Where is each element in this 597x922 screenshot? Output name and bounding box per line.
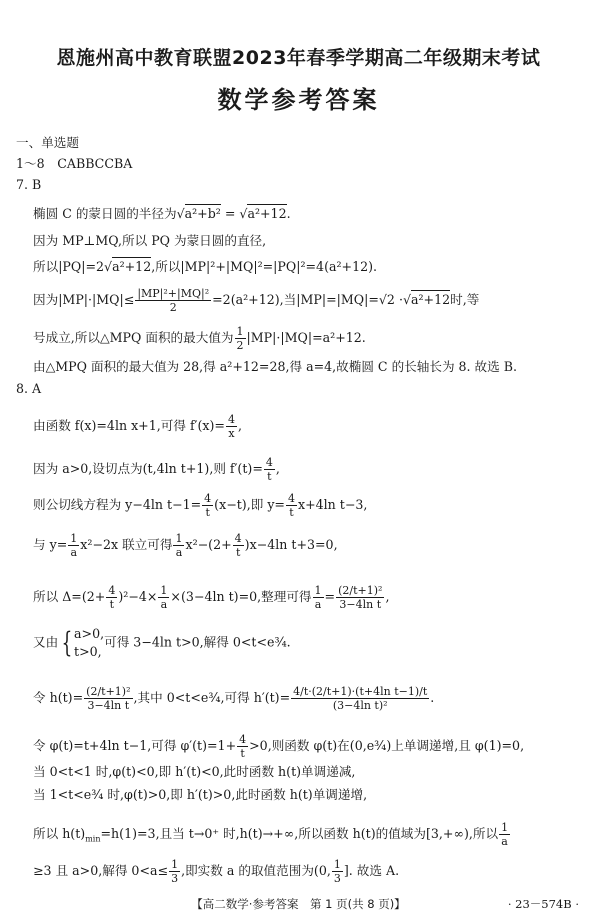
fraction: $\frac{4}{x}$ <box>227 413 235 440</box>
q7-sqrt-1: a²+b² <box>184 206 221 221</box>
fraction: $\frac{\text{4/t·(2/t+1)·(t+4ln t−1)/t}}{\text{(3−4ln t)²}}$ <box>293 685 428 712</box>
fraction: $\frac{1}{3}$ <box>333 858 341 885</box>
q7-text: = <box>220 206 240 221</box>
document-subtitle: 数学参考答案 <box>217 86 380 114</box>
answers-line: 1～8 CABBCCBA <box>16 156 133 171</box>
q7-line-6: 由△MPQ 面积的最大值为 28,得 a²+12=28,得 a=4,故椭圆 C 的长轴长为 8. 故选 B. <box>33 359 518 374</box>
brace-icon: { <box>61 626 73 659</box>
q7-line-4: 因为|MP|·|MQ|≤ $\frac{\text{|MP|²+|MQ|²}}{2}$ =2(a²+12),当|MP|=|MQ|=√2 ·√a²+12时,等 <box>33 287 480 314</box>
fraction: $\frac{\text{(2/t+1)²}}{\text{3−4ln t}}$ <box>338 584 383 611</box>
fraction: $\frac{4}{t}$ <box>265 456 273 483</box>
q7-line-1: 椭圆 C 的蒙日圆的半径为√a²+b² = √a²+12. <box>33 206 291 221</box>
fraction: $\frac{4}{t}$ <box>204 492 212 519</box>
q8-line-6: 又由 { a>0, t>0, 可得 3−4ln t>0,解得 0<t<e³⁄₄. <box>33 626 291 659</box>
q7-text: ,所以|MP|²+|MQ|²=|PQ|²=4(a²+12). <box>151 259 378 274</box>
fraction: $\frac{1}{a}$ <box>314 584 322 611</box>
q8-line-8: 令 φ(t)=t+4ln t−1,可得 φ′(t)=1+ $\frac{4}{t}$ >0,则函数 φ(t)在(0,e³⁄₄)上单调递增,且 φ(1)=0, <box>33 733 525 760</box>
fraction: $\frac{1}{3}$ <box>171 858 179 885</box>
q7-line-2: 因为 MP⊥MQ,所以 PQ 为蒙日圆的直径, <box>33 233 267 248</box>
condition-stack: a>0, t>0, <box>74 626 105 659</box>
q8-line-12: ≥3 且 a>0,解得 0<a≤ $\frac{1}{3}$ ,即实数 a 的取值范围为(0, $\frac{1}{3}$ ]. 故选 A. <box>33 858 400 885</box>
fraction: $\frac{4}{t}$ <box>108 584 116 611</box>
q7-text: 时,等 <box>450 292 480 307</box>
q8-line-4: 与 y= $\frac{1}{a}$ x²−2x 联立可得 $\frac{1}{a}$ x²−(2+ $\frac{4}{t}$ )x−4ln t+3=0, <box>33 532 338 559</box>
footer-code: · 23－574B · <box>507 897 579 911</box>
q8-line-3: 则公切线方程为 y−4ln t−1= $\frac{4}{t}$ (x−t),即 y= $\frac{4}{t}$ x+4ln t−3, <box>33 492 368 519</box>
fraction: $\frac{4}{t}$ <box>239 733 247 760</box>
fraction: $\frac{4}{t}$ <box>234 532 242 559</box>
q7-text: 号成立,所以△MPQ 面积的最大值为 <box>33 330 234 345</box>
q8-line-9: 当 0<t<1 时,φ(t)<0,即 h′(t)<0,此时函数 h(t)单调递减, <box>33 764 356 779</box>
q7-line-5 <box>33 325 366 352</box>
q7-sqrt-3: a²+12 <box>112 259 152 274</box>
footer-page-info: 【高二数学·参考答案 第 1 页(共 8 页)】 <box>191 897 406 911</box>
q8-line-2: 因为 a>0,设切点为(t,4ln t+1),则 f′(t)= $\frac{4}{t}$ , <box>33 456 280 483</box>
q8-line-1: 由函数 f(x)=4ln x+1,可得 f′(x)= $\frac{4}{x}$ , <box>33 413 242 440</box>
q7-sqrt-2: a²+12 <box>247 206 287 221</box>
fraction: $\frac{1}{a}$ <box>501 821 509 848</box>
q8-label: 8. A <box>16 381 42 396</box>
q7-text: |MP|·|MQ|=a²+12. <box>246 330 366 345</box>
q7-label: 7. B <box>16 177 42 192</box>
q8-line-10: 当 1<t<e³⁄₄ 时,φ(t)>0,即 h′(t)>0,此时函数 h(t)单调递增, <box>33 787 368 802</box>
fraction: $\frac{4}{t}$ <box>287 492 295 519</box>
q7-text: 椭圆 C 的蒙日圆的半径为 <box>33 206 177 221</box>
q7-text: =2(a²+12),当|MP|=|MQ|=√2 · <box>212 292 403 307</box>
fraction: $\frac{1}{a}$ <box>70 532 78 559</box>
fraction: $\frac{\text{|MP|²+|MQ|²}}{2}$ <box>137 287 210 314</box>
q7-text: . <box>286 206 291 221</box>
fraction: $\frac{1}{2}$ <box>236 325 244 352</box>
fraction: $\frac{\text{(2/t+1)²}}{\text{3−4ln t}}$ <box>86 685 131 712</box>
section-heading: 一、单选题 <box>16 135 79 150</box>
q8-line-5: 所以 Δ=(2+ $\frac{4}{t}$ )²−4× $\frac{1}{a}$ ×(3−4ln t)=0,整理可得 $\frac{1}{a}$ = $\frac{\text{(2/t+1)²}}{\text{3−4ln t}}$ , <box>33 584 390 611</box>
fraction: $\frac{1}{a}$ <box>160 584 168 611</box>
q7-text: 所以|PQ|=2 <box>33 259 105 274</box>
q7-line-3: 所以|PQ|=2√a²+12,所以|MP|²+|MQ|²=|PQ|²=4(a²+12). <box>33 259 378 274</box>
q7-sqrt-4: a²+12 <box>411 292 451 307</box>
q7-text: 因为|MP|·|MQ|≤ <box>33 292 135 307</box>
document-title: 恩施州高中教育联盟2023年春季学期高二年级期末考试 <box>56 47 541 69</box>
q8-line-11: 所以 $h(t)_{min}=h(1)=3$,且当 t→0⁺ 时,h(t)→+∞,所以函数 h(t)的值域为[3,+∞),所以 $\frac{1}{a}$ <box>33 821 509 848</box>
fraction: $\frac{1}{a}$ <box>175 532 183 559</box>
q8-line-7: 令 h(t)= $\frac{\text{(2/t+1)²}}{\text{3−4ln t}}$ ,其中 0<t<e³⁄₄,可得 h′(t)= $\frac{\text{4/t·(2/t+1)·(t+4ln t−1)/t}}{\text{(3−4ln t)²}}$ . <box>33 685 435 712</box>
